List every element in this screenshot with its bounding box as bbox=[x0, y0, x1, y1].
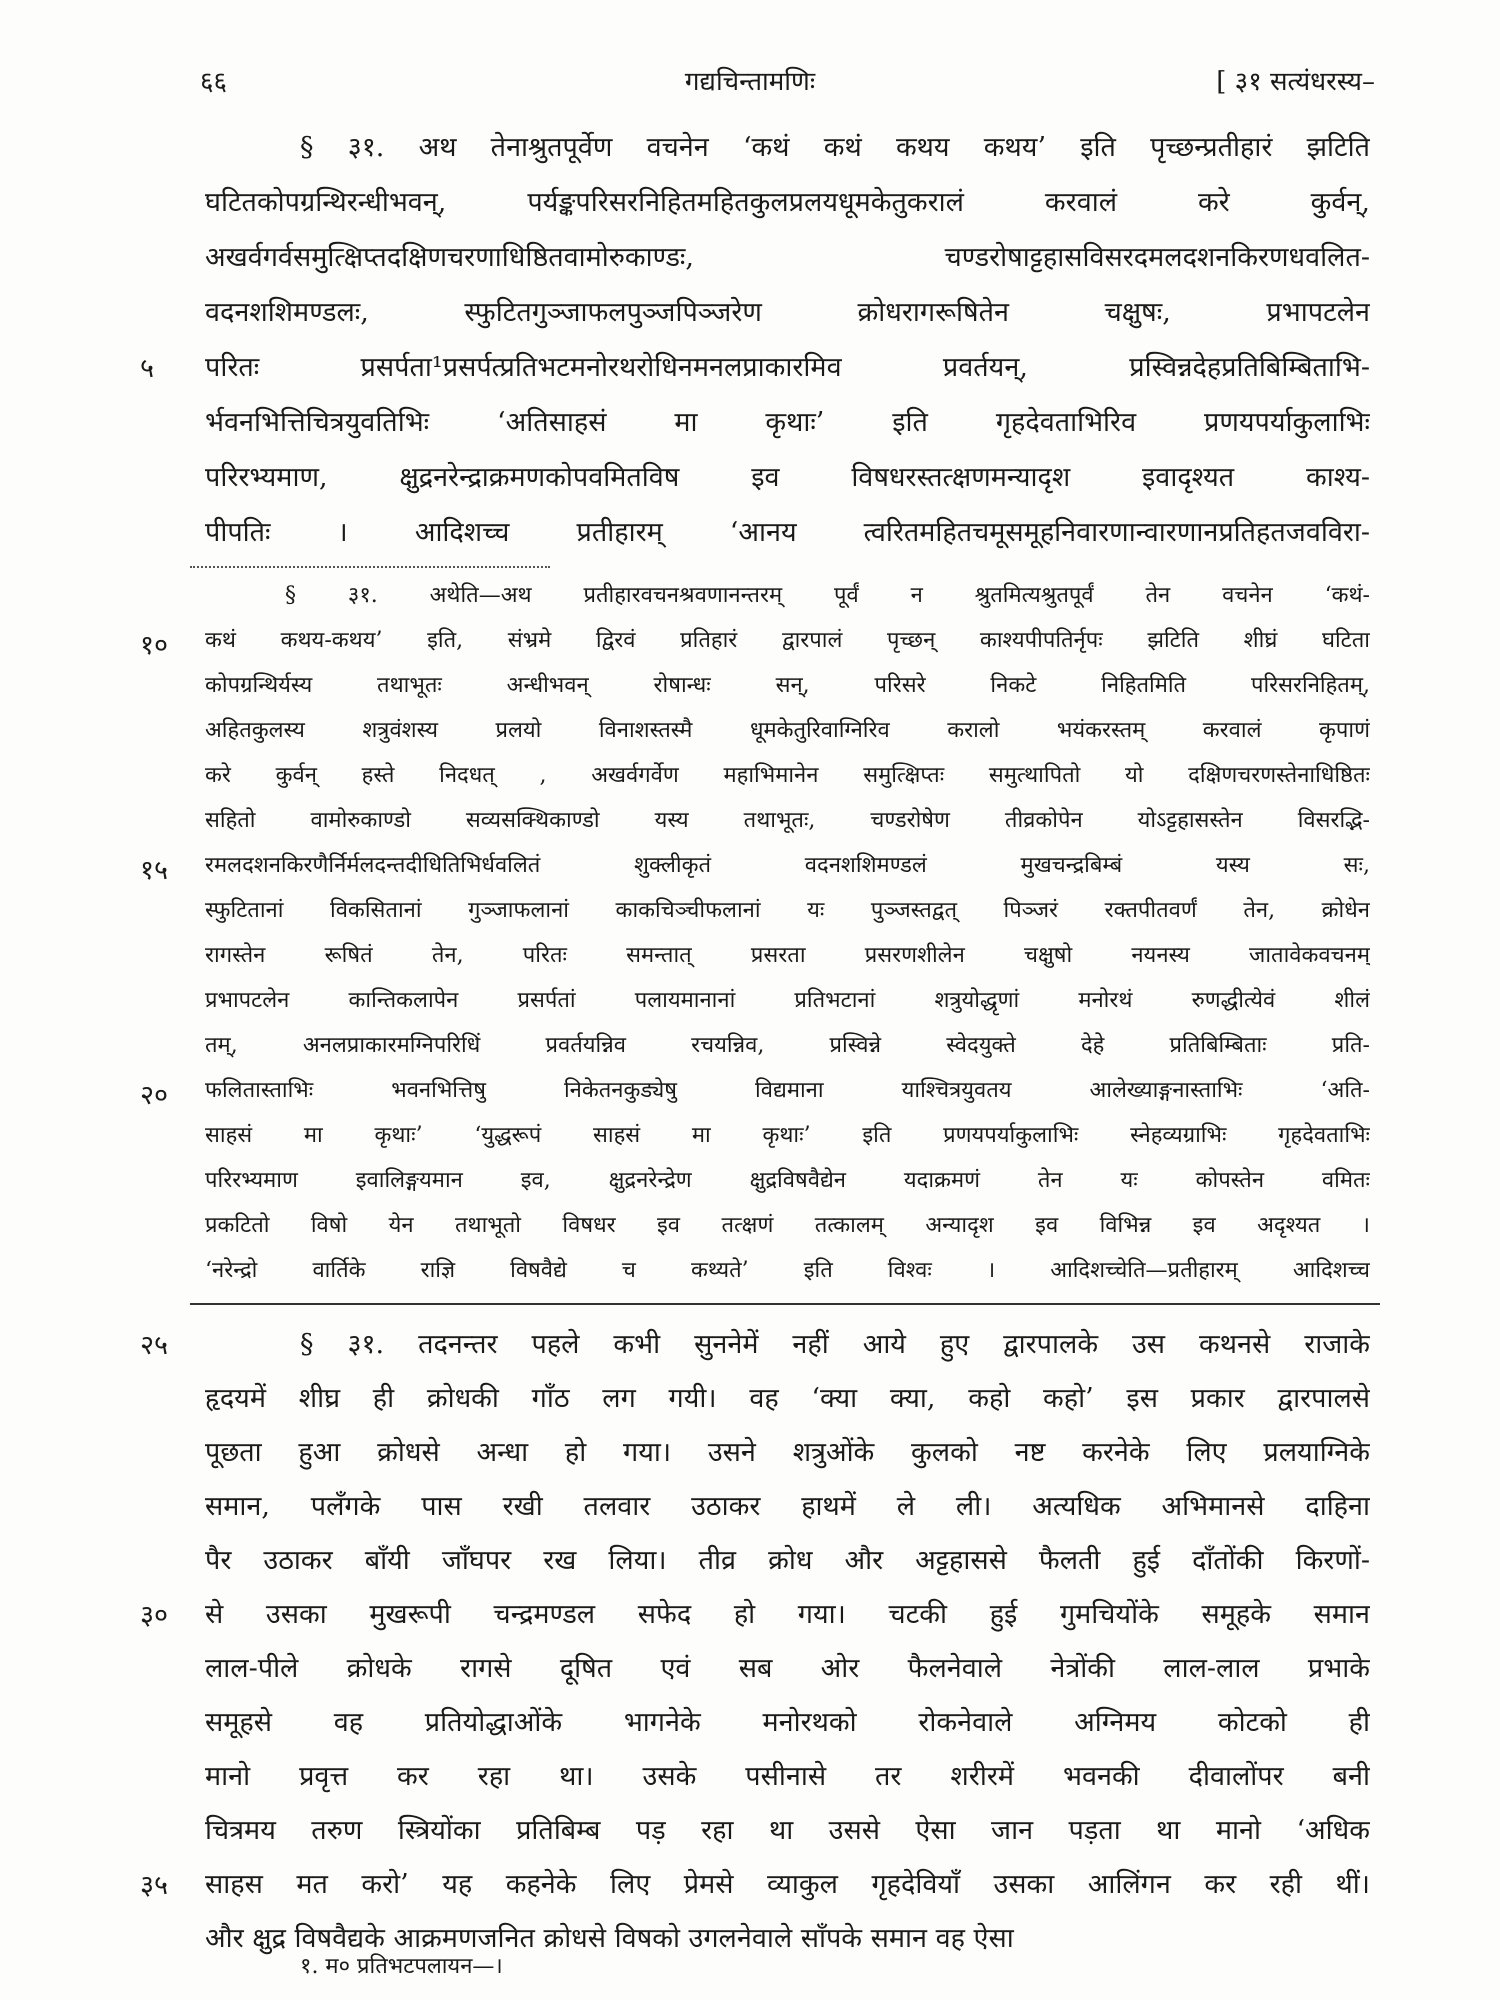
sanskrit-line: र्भवनभित्तिचित्रयुवतिभिः ‘अतिसाहसं मा कृथाः’ इति गृहदेवताभिरिव प्रणयपर्याकुलाभिः bbox=[205, 407, 1370, 438]
commentary-line: साहसं मा कृथाः’ ‘युद्धरूपं साहसं मा कृथाः’ इति प्रणयपर्याकुलाभिः स्नेहव्यग्राभिः गृहदेवताभिः bbox=[205, 1123, 1370, 1148]
hindi-line: § ३१. तदनन्तर पहले कभी सुननेमें नहीं आये हुए द्वारपालके उस कथनसे राजाके bbox=[300, 1329, 1370, 1360]
footnote: १. म० प्रतिभटपलायन—। bbox=[300, 1954, 503, 1979]
sanskrit-line: घटितकोपग्रन्थिरन्धीभवन्, पर्यङ्कपरिसरनिहितमहितकुलप्रलयधूमकेतुकरालं करवालं करे कुर्वन्, bbox=[205, 187, 1370, 218]
hindi-line: से उसका मुखरूपी चन्द्रमण्डल सफेद हो गया। चटकी हुई गुमचियोंके समूहके समान bbox=[205, 1599, 1370, 1630]
hindi-line: और क्षुद्र विषवैद्यके आक्रमणजनित क्रोधसे विषको उगलनेवाले साँपके समान वह ऐसा bbox=[205, 1923, 1014, 1954]
margin-line-number: २५ bbox=[140, 1330, 169, 1361]
commentary-line: कथं कथय-कथय’ इति, संभ्रमे द्विरवं प्रतिहारं द्वारपालं पृच्छन् काश्यपीपतिर्नृपः झटिति शीघ्रं घटिता bbox=[205, 628, 1370, 653]
margin-line-number: १५ bbox=[140, 855, 169, 886]
commentary-line: कोपग्रन्थिर्यस्य तथाभूतः अन्धीभवन् रोषान्धः सन्, परिसरे निकटे निहितमिति परिसरनिहितम्, bbox=[205, 673, 1370, 698]
page-title: गद्यचिन्तामणिः bbox=[684, 67, 816, 97]
commentary-line: करे कुर्वन् हस्ते निदधत् , अखर्वगर्वेण महाभिमानेन समुत्क्षिप्तः समुत्थापितो यो दक्षिणचरणस्तेनाधिष्ठितः bbox=[205, 763, 1370, 788]
sanskrit-line: अखर्वगर्वसमुत्क्षिप्तदक्षिणचरणाधिष्ठितवामोरुकाण्डः, चण्डरोषाट्टहासविसरदमलदशनकिरणधवलित- bbox=[205, 242, 1370, 273]
sanskrit-line: पीपतिः । आदिशच्च प्रतीहारम् ‘आनय त्वरितमहितचमूसमूहनिवारणान्वारणानप्रतिहतजवविरा- bbox=[205, 517, 1370, 548]
hindi-line: समान, पलँगके पास रखी तलवार उठाकर हाथमें ले ली। अत्यधिक अभिमानसे दाहिना bbox=[205, 1491, 1370, 1522]
hindi-line: साहस मत करो’ यह कहनेके लिए प्रेमसे व्याकुल गृहदेवियाँ उसका आलिंगन कर रही थीं। bbox=[205, 1869, 1370, 1900]
sanskrit-line: परिरभ्यमाण, क्षुद्रनरेन्द्राक्रमणकोपवमितविष इव विषधरस्तत्क्षणमन्यादृश इवादृश्यत काश्य- bbox=[205, 462, 1370, 493]
commentary-line: रागस्तेन रूषितं तेन, परितः समन्तात् प्रसरता प्रसरणशीलेन चक्षुषो नयनस्य जातावेकवचनम् bbox=[205, 943, 1370, 968]
commentary-line: § ३१. अथेति—अथ प्रतीहारवचनश्रवणानन्तरम् पूर्वं न श्रुतमित्यश्रुतपूर्वं तेन वचनेन ‘कथं- bbox=[285, 583, 1370, 608]
commentary-line: प्रकटितो विषो येन तथाभूतो विषधर इव तत्क्षणं तत्कालम् अन्यादृश इव विभिन्न इव अदृश्यत । bbox=[205, 1213, 1370, 1238]
margin-line-number: ३५ bbox=[140, 1870, 169, 1901]
section-divider bbox=[190, 556, 550, 568]
hindi-line: मानो प्रवृत्त कर रहा था। उसके पसीनासे तर शरीरमें भवनकी दीवालोंपर बनी bbox=[205, 1761, 1370, 1792]
sanskrit-line: § ३१. अथ तेनाश्रुतपूर्वेण वचनेन ‘कथं कथं कथय कथय’ इति पृच्छन्प्रतीहारं झटिति bbox=[300, 132, 1370, 163]
commentary-line: ‘नरेन्द्रो वार्तिके राज्ञि विषवैद्ये च कथ्यते’ इति विश्वः । आदिशच्चेति—प्रतीहारम् आदिशच्च bbox=[205, 1258, 1370, 1283]
margin-line-number: २० bbox=[140, 1080, 169, 1111]
hindi-line: लाल-पीले क्रोधके रागसे दूषित एवं सब ओर फैलनेवाले नेत्रोंकी लाल-लाल प्रभाके bbox=[205, 1653, 1370, 1684]
section-rule bbox=[190, 1303, 1380, 1305]
hindi-line: पूछता हुआ क्रोधसे अन्धा हो गया। उसने शत्रुओंके कुलको नष्ट करनेके लिए प्रलयाग्निके bbox=[205, 1437, 1370, 1468]
commentary-line: प्रभापटलेन कान्तिकलापेन प्रसर्पतां पलायमानानां प्रतिभटानां शत्रुयोद्धृणां मनोरथं रुणद्धीत्येवं शीलं bbox=[205, 988, 1370, 1013]
hindi-line: पैर उठाकर बाँयी जाँघपर रख लिया। तीव्र क्रोध और अट्टहाससे फैलती हुई दाँतोंकी किरणों- bbox=[205, 1545, 1370, 1576]
margin-line-number: ५ bbox=[140, 353, 155, 384]
sanskrit-line: वदनशशिमण्डलः, स्फुटितगुञ्जाफलपुञ्जपिञ्जरेण क्रोधरागरूषितेन चक्षुषः, प्रभापटलेन bbox=[205, 297, 1370, 328]
hindi-line: चित्रमय तरुण स्त्रियोंका प्रतिबिम्ब पड़ रहा था उससे ऐसा जान पड़ता था मानो ‘अधिक bbox=[205, 1815, 1370, 1846]
commentary-line: सहितो वामोरुकाण्डो सव्यसक्थिकाण्डो यस्य तथाभूतः, चण्डरोषेण तीव्रकोपेन योऽट्टहासस्तेन विसरद्भि- bbox=[205, 808, 1370, 833]
commentary-line: फलितास्ताभिः भवनभित्तिषु निकेतनकुड्येषु विद्यमाना याश्चित्रयुवतय आलेख्याङ्गनास्ताभिः ‘अति- bbox=[205, 1078, 1370, 1103]
commentary-line: रमलदशनकिरणैर्निर्मलदन्तदीधितिभिर्धवलितं शुक्लीकृतं वदनशशिमण्डलं मुखचन्द्रबिम्बं यस्य सः, bbox=[205, 853, 1370, 878]
margin-line-number: ३० bbox=[140, 1600, 169, 1631]
commentary-line: तम्, अनलप्राकारमग्निपरिधिं प्रवर्तयन्निव रचयन्निव, प्रस्विन्ने स्वेदयुक्ते देहे प्रतिबिम्बिताः प्रति- bbox=[205, 1033, 1370, 1058]
margin-line-number: १० bbox=[140, 630, 169, 661]
page-number: ६६ bbox=[200, 67, 228, 97]
running-section-header: [ ३१ सत्यंधरस्य– bbox=[1216, 67, 1375, 97]
commentary-line: स्फुटितानां विकसितानां गुञ्जाफलानां काकचिञ्चीफलानां यः पुञ्जस्तद्वत् पिञ्जरं रक्तपीतवर्णं तेन, क्रोधेन bbox=[205, 898, 1370, 923]
hindi-line: समूहसे वह प्रतियोद्धाओंके भागनेके मनोरथको रोकनेवाले अग्निमय कोटको ही bbox=[205, 1707, 1370, 1738]
sanskrit-line: परितः प्रसर्पता¹प्रसर्पत्प्रतिभटमनोरथरोधिनमनलप्राकारमिव प्रवर्तयन्, प्रस्विन्नदेहप्रतिबिम्बिताभि- bbox=[205, 352, 1370, 383]
commentary-line: अहितकुलस्य शत्रुवंशस्य प्रलयो विनाशस्तस्मै धूमकेतुरिवाग्निरिव करालो भयंकरस्तम् करवालं कृपाणं bbox=[205, 718, 1370, 743]
commentary-line: परिरभ्यमाण इवालिङ्गयमान इव, क्षुद्रनरेन्द्रेण क्षुद्रविषवैद्येन यदाक्रमणं तेन यः कोपस्तेन वमितः bbox=[205, 1168, 1370, 1193]
hindi-line: हृदयमें शीघ्र ही क्रोधकी गाँठ लग गयी। वह ‘क्या क्या, कहो कहो’ इस प्रकार द्वारपालसे bbox=[205, 1383, 1370, 1414]
